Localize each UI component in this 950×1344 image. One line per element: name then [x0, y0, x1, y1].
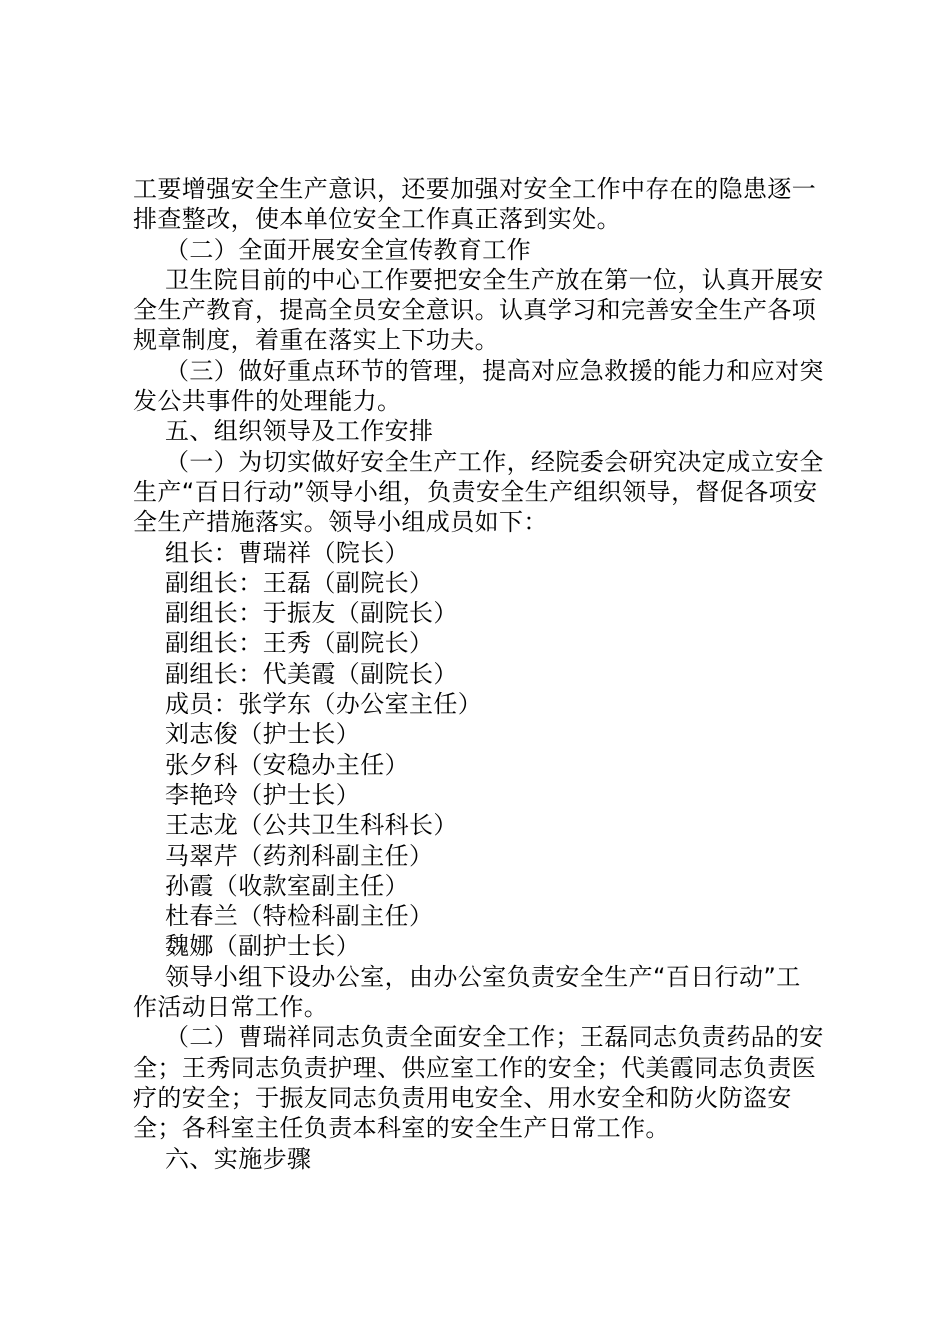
paragraph-leadership-group: （一）为切实做好安全生产工作，经院委会研究决定成立安全生产“百日行动”领导小组，负责安全生产组织领导，督促各项安全生产措施落实。领导小组成员如下：: [133, 447, 824, 537]
member-line: 副组长：于振友（副院长）: [165, 599, 458, 628]
member-line: 李艳玲（护士长）: [165, 780, 361, 809]
member-line: 杜春兰（特检科副主任）: [165, 902, 434, 931]
member-line: 成员：张学东（办公室主任）: [165, 690, 483, 719]
paragraph-key-links: （三）做好重点环节的管理，提高对应急救援的能力和应对突发公共事件的处理能力。: [133, 356, 824, 416]
paragraph-education: 卫生院目前的中心工作要把安全生产放在第一位，认真开展安全生产教育，提高全员安全意识。认真学习和完善安全生产各项规章制度，着重在落实上下功夫。: [133, 265, 824, 355]
member-line: 马翠芹（药剂科副主任）: [165, 841, 434, 870]
subheading-publicity-education: （二）全面开展安全宣传教育工作: [165, 235, 531, 264]
member-line: 魏娜（副护士长）: [165, 932, 361, 961]
paragraph-office: 领导小组下设办公室，由办公室负责安全生产“百日行动”工作活动日常工作。: [133, 962, 801, 1022]
member-line: 副组长：代美霞（副院长）: [165, 659, 458, 688]
member-line: 副组长：王磊（副院长）: [165, 568, 434, 597]
member-line: 张夕科（安稳办主任）: [165, 750, 409, 779]
document-body: [133, 174, 825, 1174]
member-line: 刘志俊（护士长）: [165, 720, 361, 749]
section-heading-implementation: 六、实施步骤: [165, 1144, 312, 1173]
member-line: 组长：曹瑞祥（院长）: [165, 538, 409, 567]
member-line: 副组长：王秀（副院长）: [165, 629, 434, 658]
member-line: 王志龙（公共卫生科科长）: [165, 811, 458, 840]
paragraph-continuation: 工要增强安全生产意识，还要加强对安全工作中存在的隐患逐一排查整改，使本单位安全工作真正落到实处。: [133, 175, 817, 234]
section-heading-organization: 五、组织领导及工作安排: [165, 417, 434, 446]
paragraph-responsibilities: （二）曹瑞祥同志负责全面安全工作；王磊同志负责药品的安全；王秀同志负责护理、供应室工作的安全；代美霞同志负责医疗的安全；于振友同志负责用电安全、用水安全和防火防盗安全；各科室主任负责本科室的安全生产日常工作。: [133, 1023, 824, 1143]
member-list: [133, 538, 825, 962]
member-line: 孙霞（收款室副主任）: [165, 871, 409, 900]
